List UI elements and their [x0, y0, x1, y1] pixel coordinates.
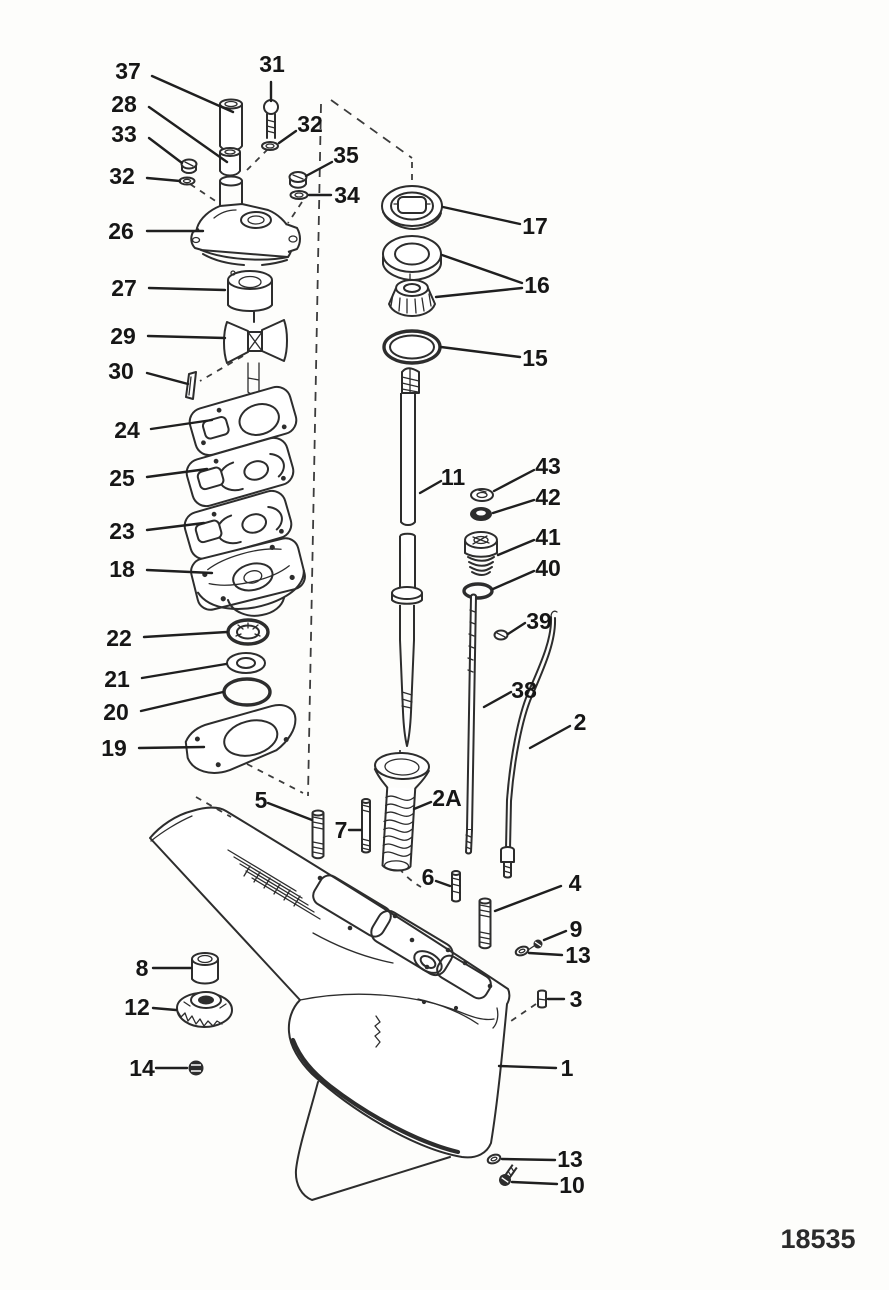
callout-17: 17 — [522, 213, 548, 239]
figure-number: 18535 — [780, 1224, 856, 1254]
callout-13a: 13 — [565, 942, 591, 968]
callout-14: 14 — [129, 1055, 155, 1081]
part-11-driveshaft — [392, 368, 422, 746]
callout-10: 10 — [559, 1172, 585, 1198]
part-29-impeller — [224, 312, 287, 394]
callout-2a: 2A — [432, 785, 462, 811]
part-21-washer — [227, 653, 265, 673]
callout-31: 31 — [259, 51, 285, 77]
part-33-nut — [182, 160, 197, 174]
part-22-oil-seal — [228, 620, 268, 644]
part-26-water-pump-body — [191, 177, 300, 266]
part-28-sleeve-small — [220, 148, 240, 176]
part-20-o-ring — [224, 679, 270, 705]
callout-26: 26 — [108, 218, 134, 244]
callout-34: 34 — [334, 182, 360, 208]
callout-21: 21 — [104, 666, 130, 692]
callout-25: 25 — [109, 465, 135, 491]
callout-42: 42 — [535, 484, 561, 510]
callout-41: 41 — [535, 524, 561, 550]
callout-6: 6 — [421, 864, 435, 890]
callout-7: 7 — [334, 817, 348, 843]
callout-35: 35 — [333, 142, 359, 168]
part-35-nut — [290, 172, 307, 188]
part-5-stud — [313, 811, 324, 859]
part-17-bearing-race-flanged — [382, 186, 442, 229]
callout-5: 5 — [254, 787, 268, 813]
callout-39: 39 — [526, 608, 552, 634]
part-4-stud — [480, 899, 491, 949]
callout-43: 43 — [535, 453, 561, 479]
part-30-impeller-key — [186, 372, 196, 399]
part-15-shim-ring — [384, 331, 440, 363]
callout-19: 19 — [101, 735, 127, 761]
callout-32a: 32 — [109, 163, 135, 189]
part-16-tapered-roller-bearing — [389, 280, 435, 316]
callout-13b: 13 — [557, 1146, 583, 1172]
part-32-washer-left — [180, 178, 195, 185]
callout-16: 16 — [524, 272, 550, 298]
callout-8: 8 — [135, 955, 149, 981]
part-19-gasket-plate — [180, 701, 304, 779]
part-6-dowel-pin — [452, 871, 460, 902]
part-2-speedometer-tube — [501, 611, 557, 877]
part-31-screw — [264, 100, 278, 138]
part-13-washer-upper — [515, 945, 530, 957]
callout-32b: 32 — [297, 111, 323, 137]
part-43-tab-washer — [471, 489, 493, 501]
callout-2: 2 — [573, 709, 587, 735]
part-13-washer-lower — [487, 1153, 502, 1165]
callout-11: 11 — [440, 464, 466, 490]
callout-18: 18 — [109, 556, 135, 582]
callout-22: 22 — [106, 625, 132, 651]
callout-33: 33 — [111, 121, 137, 147]
part-32-washer-right — [262, 142, 278, 150]
part-7-stud — [362, 799, 370, 853]
callout-20: 20 — [103, 699, 129, 725]
callout-29: 29 — [110, 323, 136, 349]
part-42-nut — [470, 507, 492, 521]
part-16-bearing-outer-race — [383, 236, 441, 280]
part-41-carrier-sleeve — [465, 532, 497, 575]
callout-3: 3 — [569, 986, 583, 1012]
callout-9: 9 — [569, 916, 583, 942]
part-3-plug — [538, 991, 546, 1008]
part-10-drain-screw — [497, 1163, 520, 1189]
callout-15: 15 — [522, 345, 548, 371]
callout-27: 27 — [111, 275, 137, 301]
part-38-shift-shaft — [466, 595, 476, 854]
callout-40: 40 — [535, 555, 561, 581]
callout-37: 37 — [115, 58, 141, 84]
callout-30: 30 — [108, 358, 134, 384]
callout-4: 4 — [568, 870, 582, 896]
part-27-pump-insert — [228, 271, 272, 311]
callout-28: 28 — [111, 91, 137, 117]
part-14-nut — [189, 1061, 204, 1076]
part-39-dowel-pin — [495, 631, 508, 640]
callout-38: 38 — [511, 677, 537, 703]
part-8-bushing — [192, 953, 218, 984]
callout-24: 24 — [114, 417, 140, 443]
part-12-pinion-gear — [177, 992, 232, 1027]
part-9-fitting — [528, 940, 543, 951]
callout-12: 12 — [124, 994, 150, 1020]
part-2a-water-tube — [371, 752, 429, 872]
callout-23: 23 — [109, 518, 135, 544]
part-34-washer — [291, 191, 308, 199]
callout-1: 1 — [560, 1055, 574, 1081]
part-40-o-ring — [464, 584, 492, 598]
